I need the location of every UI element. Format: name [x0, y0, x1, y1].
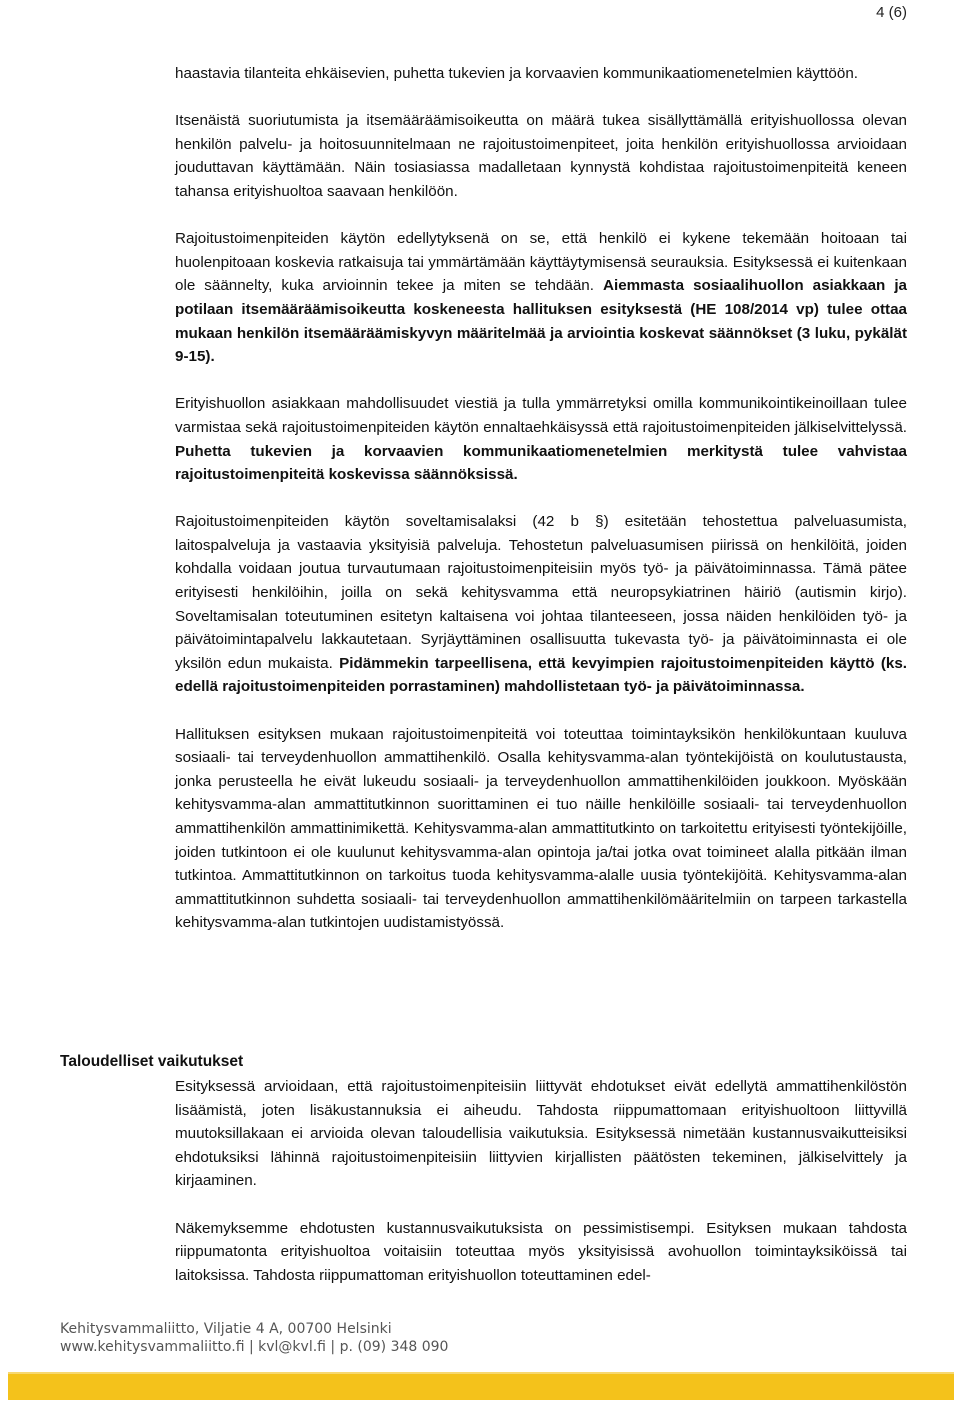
paragraph-2: Itsenäistä suoriutumista ja itsemääräämisoikeutta on määrä tukea sisällyttämällä erityishuollossa olevan henkilön palvelu- ja hoitosuunnitelmaan ne rajoitustoimenpiteet, joita henkilön erityishuollossa arvioidaan jouduttavan käyttämään. Näin tosiasiassa madalletaan kynnystä kohdistaa rajoitustoimenpiteitä keneen tahansa erityishuoltoa saavaan henkilöön.	[175, 112, 907, 200]
section-paragraph-1: Esityksessä arvioidaan, että rajoitustoimenpiteisiin liittyvät ehdotukset eivät edellytä ammattihenkilöstön lisäämistä, joten lisäkustannuksia ei aiheudu. Tahdosta riippumattomaan erityishuoltoon liittyvillä muutoksillakaan ei arvioida olevan taloudellisia vaikutuksia. Esityksessä nimetään kustannusvaikutteisiksi ehdotuksiksi lähinnä rajoitustoimenpiteisiin liittyvien kirjallisten päätösten tekeminen, jälkiselvittely ja kirjaaminen.	[175, 1078, 907, 1190]
footer	[60, 1320, 448, 1356]
section-heading: Taloudelliset vaikutukset	[60, 1053, 244, 1070]
paragraph-6: Hallituksen esityksen mukaan rajoitustoimenpiteitä voi toteuttaa toimintayksikön henkilökuntaan kuuluva sosiaali- tai terveydenhuollon ammattihenkilö. Osalla kehitysvamma-alan työntekijöistä on koulutustausta, jonka perusteella he eivät lukeudu sosiaali- ja terveydenhuollon ammattihenkilöiden joukkoon. Myöskään kehitysvamma-alan ammattitutkinnon suorittaminen ei tuo näille henkilöille sosiaali- tai terveydenhuollon ammattihenkilön ammattinimikettä. Kehitysvamma-alan ammattitutkinto on tarkoitettu erityisesti työntekijöille, joiden tutkintoon ei ole kuulunut kehitysvamma-alan opintoja ja/tai jotka ovat toimineet alalla pitkään ilman tutkintoa. Ammattitutkinnon on tarkoitus tuoda kehitysvamma-alalle uusia työntekijöitä. Kehitysvamma-alan ammattitutkinnon suhdetta sosiaali- tai terveydenhuollon ammattihenkilömääritelmiin on tarpeen tarkastella kehitysvamma-alan tutkintojen uudistamistyössä.	[175, 725, 907, 932]
paragraph-3: Rajoitustoimenpiteiden käytön edellytyksenä on se, että henkilö ei kykene tekemään hoitoaan tai huolenpitoaan koskevia ratkaisuja tai ymmärtämään käyttäytymisensä seurauksia. Esityksessä ei kuitenkaan ole säännelty, kuka arvioinnin tekee ja miten se tehdään. Aiemmasta sosiaalihuollon asiakkaan ja potilaan itsemääräämisoikeutta koskeneesta hallituksen esityksestä (HE 108/2014 vp) tulee ottaa mukaan henkilön itsemääräämiskyvyn määritelmää ja arviointia koskevat säännökset (3 luku, pykälät 9-15).	[175, 230, 907, 366]
page-number: 4 (6)	[876, 4, 907, 21]
document-body	[175, 62, 907, 959]
paragraph-1: haastavia tilanteita ehkäisevien, puhetta tukevien ja korvaavien kommunikaatiomenetelmien käyttöön.	[175, 65, 858, 82]
footer-contact: www.kehitysvammaliitto.fi | kvl@kvl.fi | p. (09) 348 090	[60, 1339, 449, 1355]
paragraph-5: Rajoitustoimenpiteiden käytön soveltamisalaksi (42 b §) esitetään tehostettua palveluasumista, laitospalveluja ja vastaavia yksityisiä palveluja. Tehostetun palveluasumisen piirissä on henkilöitä, joiden kohdalla voidaan joutua turvautumaan rajoitustoimenpiteisiin myös työ- ja päivätoiminnassa. Tämä pätee erityisesti henkilöihin, joilla on sekä kehitysvamma että neuropsykiatrinen häiriö (autismin kirjo). Soveltamisalan toteutuminen esitetyn kaltaisena voi johtaa tilanteeseen, jossa näiden henkilöiden työ- ja päivätoimintapalvelu lakkautetaan. Syrjäyttäminen osallisuutta tukevasta työ- ja päivätoiminnasta ei ole yksilön edun mukaista. Pidämmekin tarpeellisena, että kevyimpien rajoitustoimenpiteiden käyttö (ks. edellä rajoitustoimenpiteiden porrastaminen) mahdollistetaan työ- ja päivätoiminnassa.	[175, 513, 907, 696]
section-paragraph-2: Näkemyksemme ehdotusten kustannusvaikutuksista on pessimistisempi. Esityksen mukaan tahdosta riippumatonta erityishuoltoa voitaisiin toteuttaa myös yksityisissä avohuollon toimintayksiköissä tai laitoksissa. Tahdosta riippumattoman erityishuollon toteuttaminen edel-	[175, 1219, 907, 1284]
footer-address: Kehitysvammaliitto, Viljatie 4 A, 00700 Helsinki	[60, 1321, 392, 1337]
footer-bar	[8, 1372, 954, 1400]
section-body	[175, 1075, 907, 1311]
paragraph-4: Erityishuollon asiakkaan mahdollisuudet viestiä ja tulla ymmärretyksi omilla kommunikointikeinoillaan tulee varmistaa sekä rajoitustoimenpiteiden käytön ennaltaehkäisyssä että rajoitustoimenpiteiden jälkiselvittelyssä. Puhetta tukevien ja korvaavien kommunikaatiomenetelmien merkitystä tulee vahvistaa rajoitustoimenpiteitä koskevissa säännöksissä.	[175, 395, 907, 484]
